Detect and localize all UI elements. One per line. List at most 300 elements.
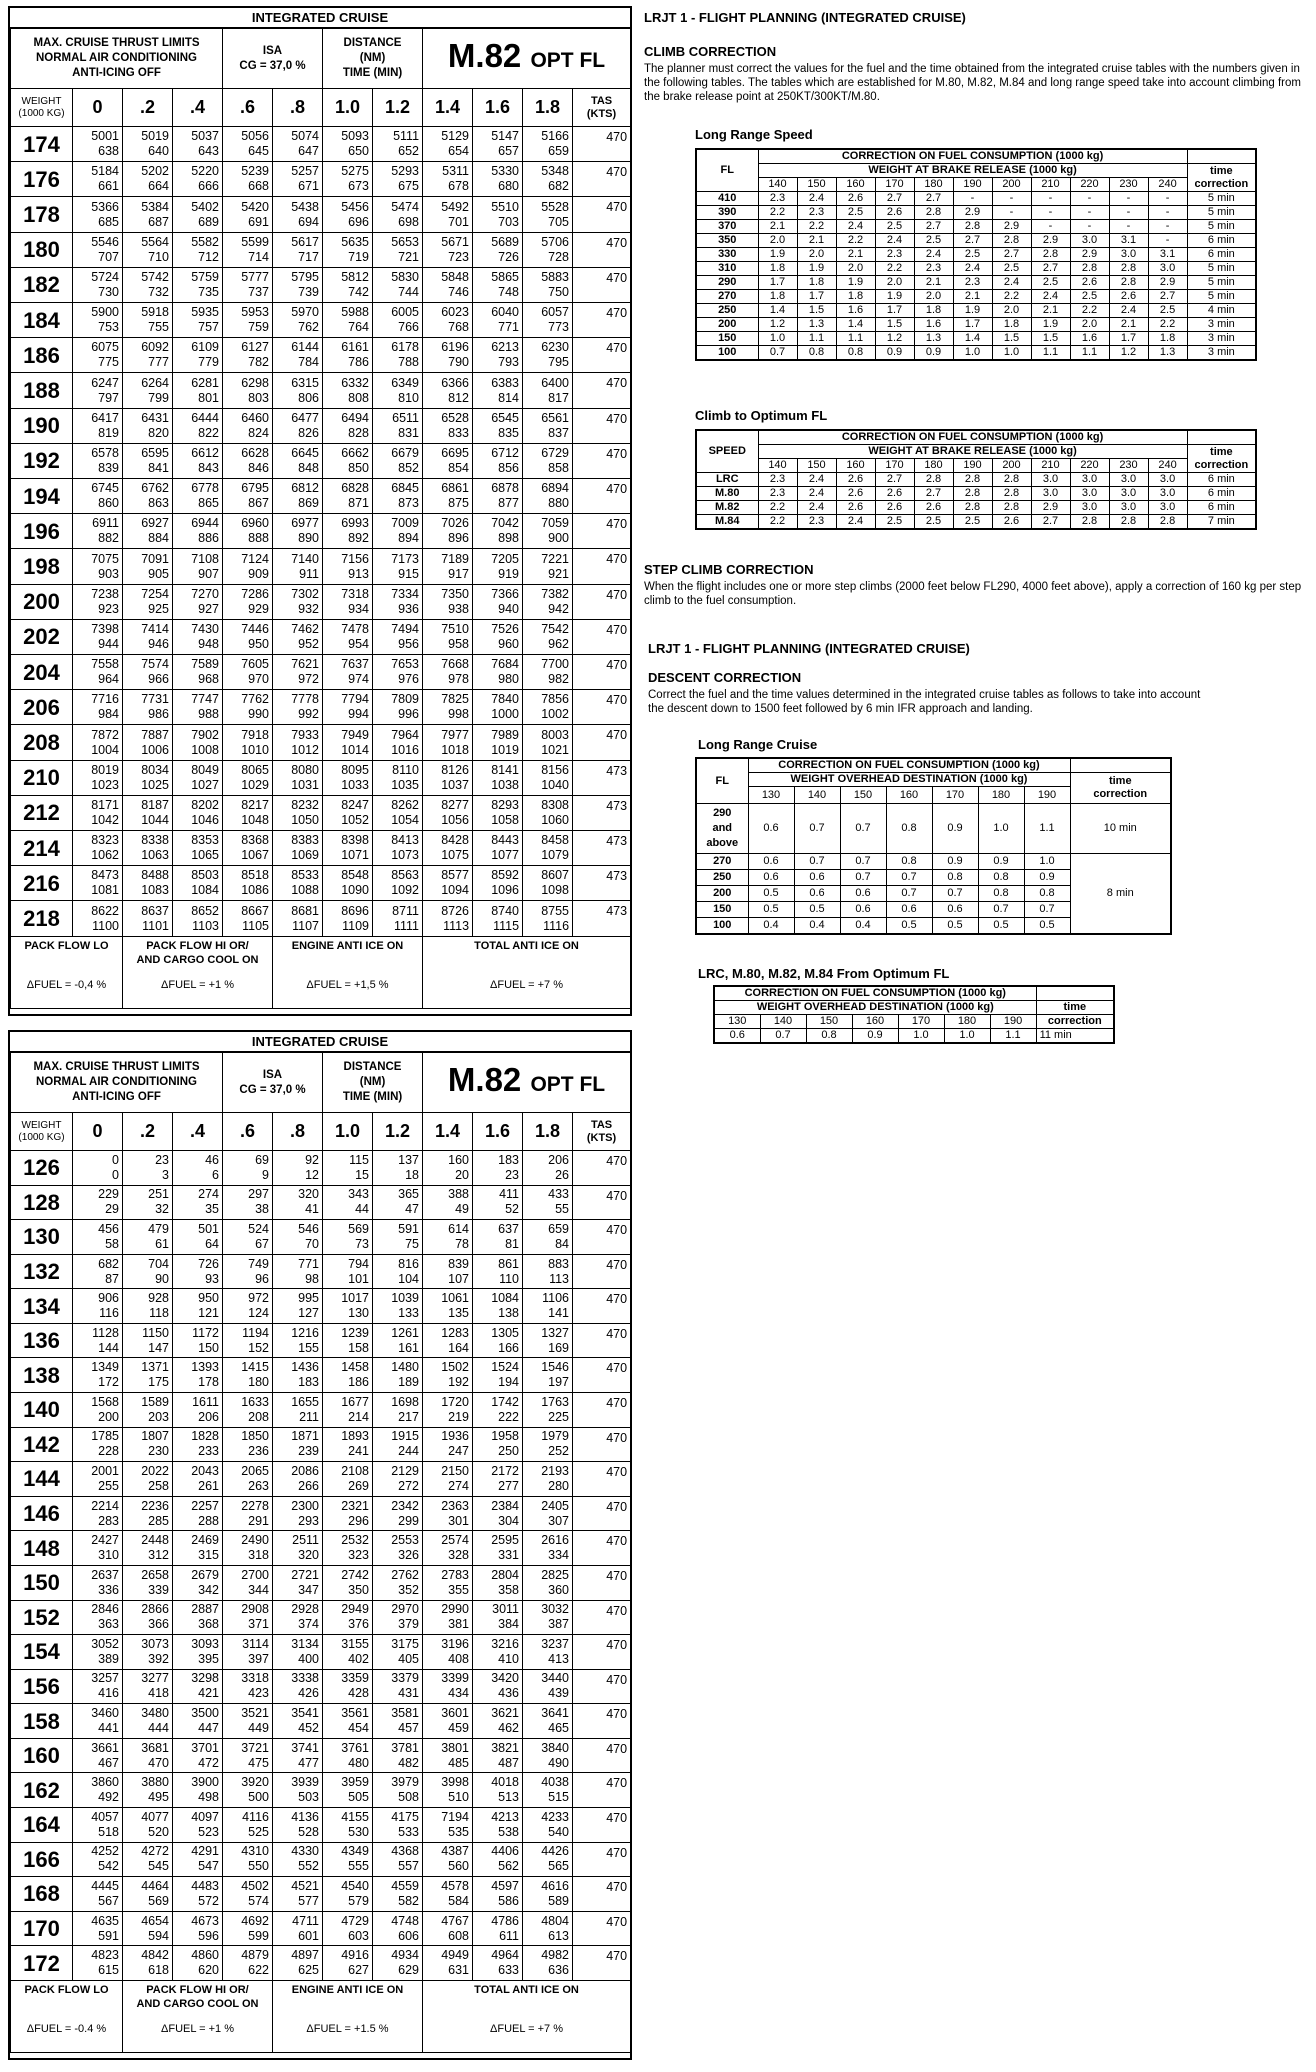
correction-value: 0.7 [886, 886, 932, 902]
distance-value: 771 [298, 1256, 320, 1271]
distance-value: 8353 [191, 833, 219, 848]
time-value: 116 [99, 1306, 119, 1321]
distance-time-cell [423, 584, 473, 619]
distance-value: 6894 [541, 481, 570, 496]
weight-cell: 138 [11, 1358, 73, 1393]
time-correction-value: 11 min [1036, 1029, 1114, 1044]
table-row [11, 831, 631, 866]
weight-column: 220 [1070, 178, 1109, 192]
weight-header: WEIGHT OVERHEAD DESTINATION (1000 kg) [714, 1001, 1036, 1015]
header-line: time [1108, 775, 1132, 787]
distance-time-cell [473, 1946, 523, 1981]
distance-value: 2193 [541, 1463, 570, 1478]
time-value: 320 [298, 1548, 320, 1563]
time-value: 828 [348, 425, 370, 440]
weight-cell: 150 [11, 1565, 73, 1600]
table-row [696, 234, 1256, 248]
distance-time-cell [173, 514, 223, 549]
distance-time-cell [423, 1877, 473, 1912]
distance-value: 8577 [441, 868, 470, 883]
distance-time-cell [273, 1531, 323, 1566]
distance-time-cell [523, 1635, 573, 1670]
weight-header: WEIGHT OVERHEAD DESTINATION (1000 kg) [748, 773, 1070, 787]
distance-time-cell [273, 1738, 323, 1773]
distance-value: 5724 [91, 269, 119, 284]
distance-time-cell [73, 1496, 123, 1531]
correction-value: 1.8 [797, 276, 836, 290]
table-row [11, 760, 631, 795]
distance-time-cell [473, 1738, 523, 1773]
correction-value: 2.8 [1109, 262, 1148, 276]
distance-value: 115 [349, 1152, 370, 1167]
distance-time-cell [423, 655, 473, 690]
tas-cell: 470 [573, 1738, 631, 1773]
mach-header [423, 1053, 631, 1113]
distance-value: 8563 [391, 868, 420, 883]
distance-time-cell [273, 443, 323, 478]
distance-value: 4038 [541, 1775, 570, 1790]
distance-time-cell [273, 866, 323, 901]
distance-value: 3601 [441, 1706, 470, 1721]
time-value: 890 [298, 531, 320, 546]
distance-value: 5166 [541, 129, 570, 144]
distance-value: 2342 [391, 1498, 420, 1513]
time-value: 782 [248, 355, 269, 370]
time-correction-value: 5 min [1187, 262, 1256, 276]
distance-value: 637 [498, 1221, 520, 1236]
distance-value: 320 [298, 1187, 320, 1202]
distance-value: 4916 [341, 1948, 370, 1963]
distance-time-cell [173, 619, 223, 654]
distance-time-cell [223, 1946, 273, 1981]
time-value: 1027 [191, 777, 219, 792]
distance-value: 8262 [391, 797, 420, 812]
time-value: 9 [262, 1167, 269, 1182]
tas-cell: 470 [573, 1911, 631, 1946]
distance-value: 7574 [141, 657, 169, 672]
fl-header: FL [696, 758, 748, 804]
time-value: 934 [348, 601, 370, 616]
distance-value: 6927 [141, 516, 169, 531]
distance-time-cell [173, 197, 223, 232]
distance-value: 6315 [291, 375, 320, 390]
distance-time-cell [73, 1185, 123, 1220]
time-value: 35 [205, 1202, 219, 1217]
distance-time-cell [473, 1496, 523, 1531]
distance-value: 2065 [241, 1463, 269, 1478]
distance-time-cell [373, 1462, 423, 1497]
tas-cell: 470 [573, 162, 631, 197]
distance-time-cell [423, 1738, 473, 1773]
distance-time-cell [273, 1496, 323, 1531]
weight-column: 150 [797, 459, 836, 473]
time-value: 923 [98, 601, 119, 616]
table-row [696, 220, 1256, 234]
distance-time-cell [473, 127, 523, 162]
time-value: 1006 [141, 742, 169, 757]
distance-time-cell [73, 584, 123, 619]
distance-time-cell [73, 1842, 123, 1877]
distance-value: 7382 [541, 586, 570, 601]
distance-value: 839 [448, 1256, 470, 1271]
distance-value: 5970 [291, 305, 320, 320]
distance-value: 2928 [291, 1602, 320, 1617]
time-value: 884 [148, 531, 169, 546]
time-value: 158 [348, 1340, 370, 1355]
time-value: 1100 [92, 918, 119, 933]
time-value: 689 [198, 214, 219, 229]
distance-value: 7302 [291, 586, 320, 601]
correction-value: 0.6 [794, 886, 840, 902]
time-value: 18 [405, 1167, 420, 1182]
distance-value: 3541 [291, 1706, 320, 1721]
correction-value: 1.1 [1031, 346, 1070, 361]
time-value: 603 [348, 1928, 370, 1943]
column-header: .4 [173, 89, 223, 127]
correction-value: 2.8 [1070, 515, 1109, 530]
distance-value: 2257 [191, 1498, 219, 1513]
time-value: 666 [198, 179, 219, 194]
correction-value: 0.7 [794, 804, 840, 854]
distance-value: 1589 [141, 1394, 169, 1409]
distance-time-cell [323, 1773, 373, 1808]
time-value: 1023 [91, 777, 119, 792]
distance-value: 3237 [541, 1636, 570, 1651]
distance-value: 8080 [291, 762, 320, 777]
distance-value: 6400 [541, 375, 570, 390]
distance-value: 546 [298, 1221, 320, 1236]
time-value: 192 [448, 1375, 470, 1390]
distance-time-cell [123, 232, 173, 267]
distance-time-cell [323, 1496, 373, 1531]
distance-time-cell [373, 232, 423, 267]
distance-time-cell [423, 338, 473, 373]
distance-value: 1915 [391, 1429, 420, 1444]
time-value: 339 [148, 1582, 169, 1597]
time-value: 301 [448, 1513, 470, 1528]
distance-value: 5037 [191, 129, 219, 144]
time-value: 397 [248, 1651, 269, 1666]
table-row [11, 1773, 631, 1808]
distance-value: 524 [248, 1221, 269, 1236]
distance-value: 5184 [91, 164, 119, 179]
distance-value: 1371 [141, 1360, 169, 1375]
distance-value: 365 [398, 1187, 420, 1202]
distance-time-cell [323, 1877, 373, 1912]
distance-time-cell [323, 1254, 373, 1289]
time-value: 1083 [141, 883, 169, 898]
distance-time-cell [523, 725, 573, 760]
correction-value: 3.0 [1031, 473, 1070, 487]
fuel-correction-value: ΔFUEL = +1 % [161, 978, 234, 991]
distance-value: 479 [148, 1221, 169, 1236]
time-value: 1075 [441, 848, 470, 863]
correction-value: 2.6 [875, 501, 914, 515]
table-row [696, 804, 1171, 854]
correction-value: 2.9 [1031, 501, 1070, 515]
time-value: 712 [198, 249, 219, 264]
distance-value: 4949 [441, 1948, 470, 1963]
distance-value: 3011 [492, 1602, 520, 1617]
weight-column: 200 [992, 178, 1031, 192]
tas-cell: 470 [573, 1323, 631, 1358]
time-value: 518 [98, 1824, 119, 1839]
time-value: 87 [105, 1271, 119, 1286]
distance-value: 8533 [291, 868, 320, 883]
time-value: 753 [98, 320, 119, 335]
correction-value: 0.5 [1024, 918, 1070, 934]
distance-value: 6431 [141, 410, 169, 425]
distance-time-cell [223, 1565, 273, 1600]
distance-time-cell [473, 1877, 523, 1912]
correction-value: 2.4 [797, 473, 836, 487]
distance-value: 4982 [541, 1948, 570, 1963]
distance-time-cell [323, 1427, 373, 1462]
header-line: ANTI-ICING OFF [72, 1091, 161, 1103]
distance-value: 6230 [541, 340, 570, 355]
distance-value: 7042 [491, 516, 520, 531]
table-row [11, 1669, 631, 1704]
table-row [11, 162, 631, 197]
tas-cell: 470 [573, 1704, 631, 1739]
distance-value: 7684 [491, 657, 520, 672]
time-value: 410 [498, 1651, 520, 1666]
time-value: 58 [105, 1236, 119, 1251]
tas-cell: 470 [573, 1496, 631, 1531]
time-value: 841 [148, 460, 169, 475]
distance-value: 704 [148, 1256, 169, 1271]
correction-value: - [1148, 220, 1187, 234]
distance-value: 8034 [141, 762, 169, 777]
correction-value: 2.7 [1148, 290, 1187, 304]
time-value: 449 [248, 1721, 269, 1736]
header-line: NORMAL AIR CONDITIONING [36, 52, 197, 64]
distance-time-cell [373, 1669, 423, 1704]
correction-value: 2.4 [797, 192, 836, 206]
distance-value: 4823 [91, 1948, 119, 1963]
distance-time-cell [373, 760, 423, 795]
distance-value: 7747 [191, 692, 219, 707]
distance-value: 5074 [291, 129, 320, 144]
table-row [11, 725, 631, 760]
distance-value: 4860 [191, 1948, 219, 1963]
distance-time-cell [223, 901, 273, 936]
time-value: 376 [348, 1617, 370, 1632]
time-value: 533 [398, 1824, 420, 1839]
distance-value: 7856 [541, 692, 570, 707]
time-value: 608 [448, 1928, 470, 1943]
correction-value: 2.8 [1148, 515, 1187, 530]
distance-value: 6494 [341, 410, 370, 425]
distance-value: 5564 [141, 234, 169, 249]
distance-value: 4786 [491, 1913, 520, 1928]
distance-value: 3998 [441, 1775, 470, 1790]
distance-value: 7637 [341, 657, 370, 672]
distance-time-cell [473, 303, 523, 338]
distance-time-cell [123, 479, 173, 514]
time-value: 921 [548, 566, 570, 581]
time-value: 654 [448, 144, 470, 159]
correction-value: 0.9 [1024, 870, 1070, 886]
time-value: 757 [198, 320, 219, 335]
correction-value: 0.7 [760, 1029, 806, 1044]
distance-value: 4426 [541, 1844, 570, 1859]
time-value: 680 [498, 179, 520, 194]
distance-value: 950 [198, 1291, 219, 1306]
time-value: 952 [298, 636, 320, 651]
distance-time-cell [273, 1807, 323, 1842]
distance-time-cell [223, 127, 273, 162]
weight-column: 190 [953, 459, 992, 473]
time-value: 371 [248, 1617, 269, 1632]
distance-time-cell [473, 1462, 523, 1497]
distance-value: 6729 [541, 445, 570, 460]
time-value: 32 [155, 1202, 169, 1217]
correction-value: 2.1 [1031, 304, 1070, 318]
time-correction-value: 6 min [1187, 248, 1256, 262]
distance-time-cell [223, 1773, 273, 1808]
time-value: 1040 [541, 777, 570, 792]
distance-value: 6109 [191, 340, 219, 355]
distance-value: 1871 [291, 1429, 320, 1444]
distance-time-cell [323, 1738, 373, 1773]
distance-time-cell [123, 408, 173, 443]
correction-value: 2.8 [953, 473, 992, 487]
table-row [11, 1704, 631, 1739]
header-line: ISA [262, 1068, 283, 1081]
heading-climb-section: LRJT 1 - FLIGHT PLANNING (INTEGRATED CRUISE) [644, 10, 966, 25]
time-correction-header [1070, 773, 1171, 804]
distance-value: 388 [448, 1187, 470, 1202]
distance-value: 8413 [391, 833, 420, 848]
time-value: 252 [548, 1444, 570, 1459]
time-value: 996 [398, 707, 420, 722]
distance-time-cell [423, 514, 473, 549]
climb-to-optimum-table [695, 429, 1257, 530]
distance-time-cell [273, 408, 323, 443]
correction-value: 1.7 [797, 290, 836, 304]
time-correction-value: 5 min [1187, 206, 1256, 220]
distance-value: 6795 [241, 481, 269, 496]
time-value: 698 [398, 214, 420, 229]
distance-value: 6444 [191, 410, 219, 425]
distance-time-cell [73, 725, 123, 760]
distance-time-header [323, 1053, 423, 1113]
time-value: 540 [548, 1824, 570, 1839]
distance-time-cell [273, 549, 323, 584]
distance-value: 5239 [241, 164, 269, 179]
distance-time-cell [473, 1151, 523, 1186]
distance-time-cell [423, 1946, 473, 1981]
correction-value: 2.6 [836, 473, 875, 487]
distance-value: 5111 [393, 129, 420, 144]
distance-time-cell [223, 690, 273, 725]
distance-value: 7542 [541, 621, 570, 636]
distance-time-cell [323, 303, 373, 338]
time-value: 1054 [391, 812, 420, 827]
time-value: 755 [148, 320, 169, 335]
distance-value: 2887 [191, 1602, 219, 1617]
distance-value: 6023 [441, 305, 470, 320]
time-value: 900 [548, 531, 570, 546]
weight-column: 230 [1109, 459, 1148, 473]
header-line: (1000 KG) [18, 107, 65, 119]
time-value: 784 [298, 355, 320, 370]
correction-value: 1.8 [914, 304, 953, 318]
distance-value: 433 [548, 1187, 570, 1202]
tas-cell: 470 [573, 1220, 631, 1255]
time-value: 854 [448, 460, 470, 475]
table-row [11, 232, 631, 267]
time-value: 594 [148, 1928, 169, 1943]
distance-value: 69 [255, 1152, 269, 1167]
distance-value: 7933 [291, 727, 320, 742]
distance-time-cell [423, 373, 473, 408]
distance-value: 2427 [91, 1533, 119, 1548]
time-value: 169 [548, 1340, 570, 1355]
column-header: .8 [273, 89, 323, 127]
distance-value: 614 [448, 1221, 470, 1236]
correction-value: 2.8 [914, 473, 953, 487]
time-value: 439 [548, 1686, 570, 1701]
distance-value: 3440 [541, 1671, 570, 1686]
distance-time-cell [273, 1565, 323, 1600]
time-value: 850 [348, 460, 370, 475]
correction-value: 1.7 [875, 304, 914, 318]
distance-value: 3761 [341, 1740, 370, 1755]
distance-value: 1061 [441, 1291, 470, 1306]
weight-cell: 146 [11, 1496, 73, 1531]
time-value: 892 [348, 531, 370, 546]
table-row [11, 690, 631, 725]
distance-value: 2553 [391, 1533, 420, 1548]
distance-time-cell [423, 1635, 473, 1670]
time-value: 133 [398, 1306, 420, 1321]
distance-value: 6057 [541, 305, 570, 320]
distance-value: 4464 [141, 1878, 169, 1893]
correction-value: 1.7 [1109, 332, 1148, 346]
time-value: 366 [148, 1617, 169, 1632]
distance-time-cell [73, 1220, 123, 1255]
time-value: 675 [398, 179, 420, 194]
row-label-line: 290 [713, 807, 732, 819]
table-row [11, 1842, 631, 1877]
distance-time-cell [123, 1946, 173, 1981]
time-value: 584 [448, 1893, 470, 1908]
distance-value: 1172 [192, 1325, 219, 1340]
header-line: correction [1093, 788, 1148, 800]
footer-label: ENGINE ANTI ICE ON [291, 939, 404, 952]
distance-value: 569 [348, 1221, 370, 1236]
time-value: 919 [498, 566, 520, 581]
fuel-correction-value: ΔFUEL = +1,5 % [306, 978, 389, 991]
correction-value: 2.9 [1148, 276, 1187, 290]
distance-time-cell [123, 725, 173, 760]
distance-time-cell [323, 795, 373, 830]
time-value: 118 [149, 1306, 169, 1321]
distance-time-cell [473, 655, 523, 690]
time-value: 61 [155, 1236, 169, 1251]
time-value: 219 [448, 1409, 470, 1424]
correction-value: 2.5 [1148, 304, 1187, 318]
tas-cell: 473 [573, 760, 631, 795]
distance-value: 5348 [541, 164, 570, 179]
correction-value: 2.1 [758, 220, 797, 234]
time-value: 124 [248, 1306, 269, 1321]
header-line: CG = 37,0 % [239, 59, 306, 72]
distance-time-cell [223, 479, 273, 514]
distance-value: 4635 [91, 1913, 119, 1928]
